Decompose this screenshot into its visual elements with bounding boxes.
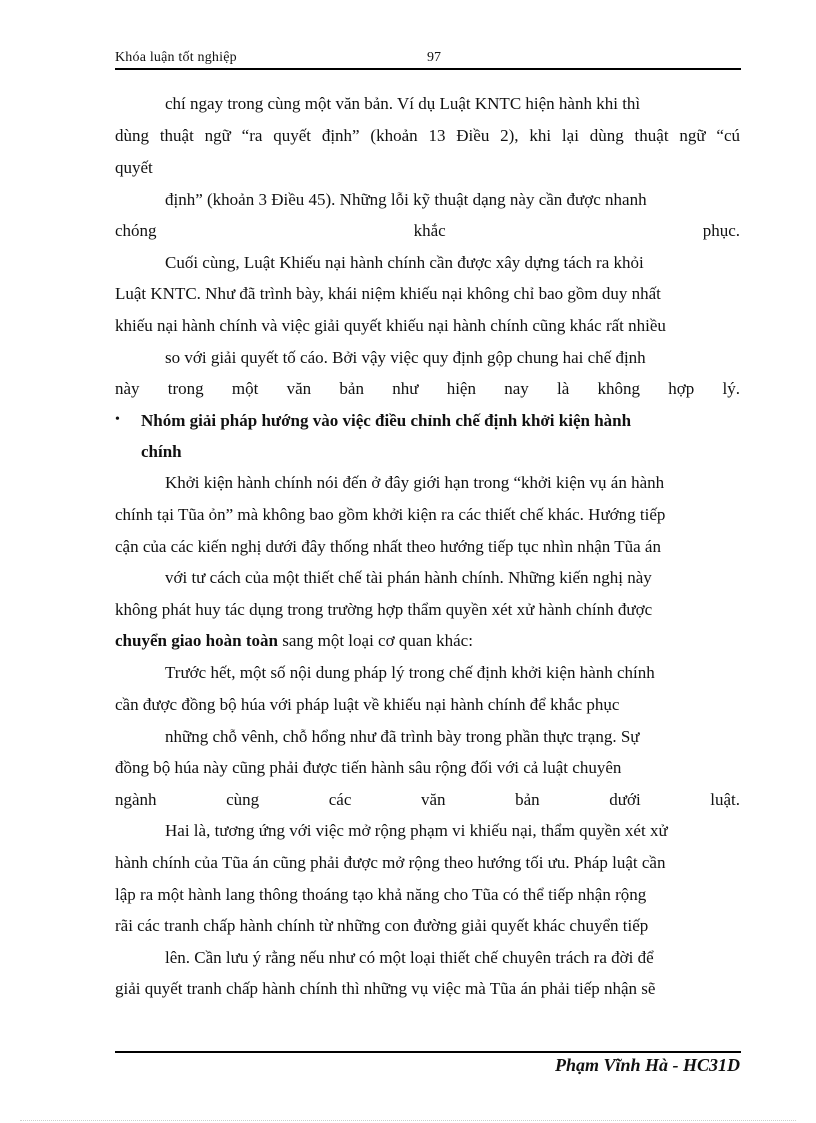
text-line: này trong một văn bản như hiện nay là không hợp lý. (115, 379, 740, 398)
text-line: cần được đồng bộ húa với pháp luật về khiếu nại hành chính để khắc phục (115, 695, 620, 714)
text-line: đồng bộ húa này cũng phải được tiến hành sâu rộng đối với cả luật chuyên (115, 758, 622, 777)
text-line: chí ngay trong cùng một văn bản. Ví dụ Luật KNTC hiện hành khi thì (165, 94, 641, 113)
footer-divider (115, 1051, 741, 1053)
bullet-icon: • (115, 412, 120, 427)
text-line: so với giải quyết tố cáo. Bởi vậy việc quy định gộp chung hai chế định (165, 348, 646, 367)
text-line: cận của các kiến nghị dưới đây thống nhất theo hướng tiếp tục nhìn nhận Tũa án (115, 537, 661, 556)
section-heading: chính (141, 442, 182, 461)
text-line (115, 631, 473, 651)
text-line: quyết (115, 158, 153, 177)
text-line: dùng thuật ngữ “ra quyết định” (khoản 13 Điều 2), khi lại dùng thuật ngữ “cú (115, 126, 740, 145)
text-line: Luật KNTC. Như đã trình bày, khái niệm khiếu nại không chỉ bao gồm duy nhất (115, 284, 661, 303)
header-title: Khóa luận tốt nghiệp (115, 50, 237, 65)
text-line: rãi các tranh chấp hành chính từ những con đường giải quyết khác chuyển tiếp (115, 916, 649, 935)
text-line: định” (khoản 3 Điều 45). Những lỗi kỹ thuật dạng này cần được nhanh (165, 190, 647, 209)
text-line: Cuối cùng, Luật Khiếu nại hành chính cần được xây dựng tách ra khỏi (165, 253, 644, 272)
page-number: 97 (427, 50, 441, 65)
text-line: Hai là, tương ứng với việc mở rộng phạm vi khiếu nại, thẩm quyền xét xử (165, 821, 668, 840)
text-line: không phát huy tác dụng trong trường hợp thẩm quyền xét xử hành chính được (115, 600, 653, 619)
text-line: với tư cách của một thiết chế tài phán hành chính. Những kiến nghị này (165, 568, 652, 587)
text-line: Khởi kiện hành chính nói đến ở đây giới hạn trong “khởi kiện vụ án hành (165, 473, 665, 492)
header-divider (115, 68, 741, 70)
bold-phrase: chuyển giao hoàn toàn (115, 631, 278, 650)
page-header (115, 48, 740, 68)
text-line: khiếu nại hành chính và việc giải quyết khiếu nại hành chính cũng khác rất nhiều (115, 316, 666, 335)
text-line: hành chính của Tũa án cũng phải được mở rộng theo hướng tối ưu. Pháp luật cần (115, 853, 666, 872)
footer-author: Phạm Vĩnh Hà - HC31D (554, 1055, 740, 1075)
section-heading: Nhóm giải pháp hướng vào việc điều chỉnh chế định khởi kiện hành (141, 411, 632, 430)
text-line: những chỗ vênh, chỗ hổng như đã trình bày trong phần thực trạng. Sự (165, 727, 640, 746)
text-line: ngành cùng các văn bản dưới luật. (115, 790, 740, 809)
text-line: giải quyết tranh chấp hành chính thì những vụ việc mà Tũa án phải tiếp nhận sẽ (115, 979, 656, 998)
text-line: chính tại Tũa ỏn” mà không bao gồm khởi kiện ra các thiết chế khác. Hướng tiếp (115, 505, 666, 524)
text-fragment: sang một loại cơ quan khác: (277, 631, 473, 650)
text-line: lập ra một hành lang thông thoáng tạo khả năng cho Tũa có thể tiếp nhận rộng (115, 885, 647, 904)
text-line: lên. Cần lưu ý rằng nếu như có một loại thiết chế chuyên trách ra đời để (165, 948, 654, 967)
page-edge-divider (20, 1120, 796, 1121)
text-line: Trước hết, một số nội dung pháp lý trong chế định khởi kiện hành chính (165, 663, 655, 682)
text-line: chóng khắc phục. (115, 221, 740, 240)
